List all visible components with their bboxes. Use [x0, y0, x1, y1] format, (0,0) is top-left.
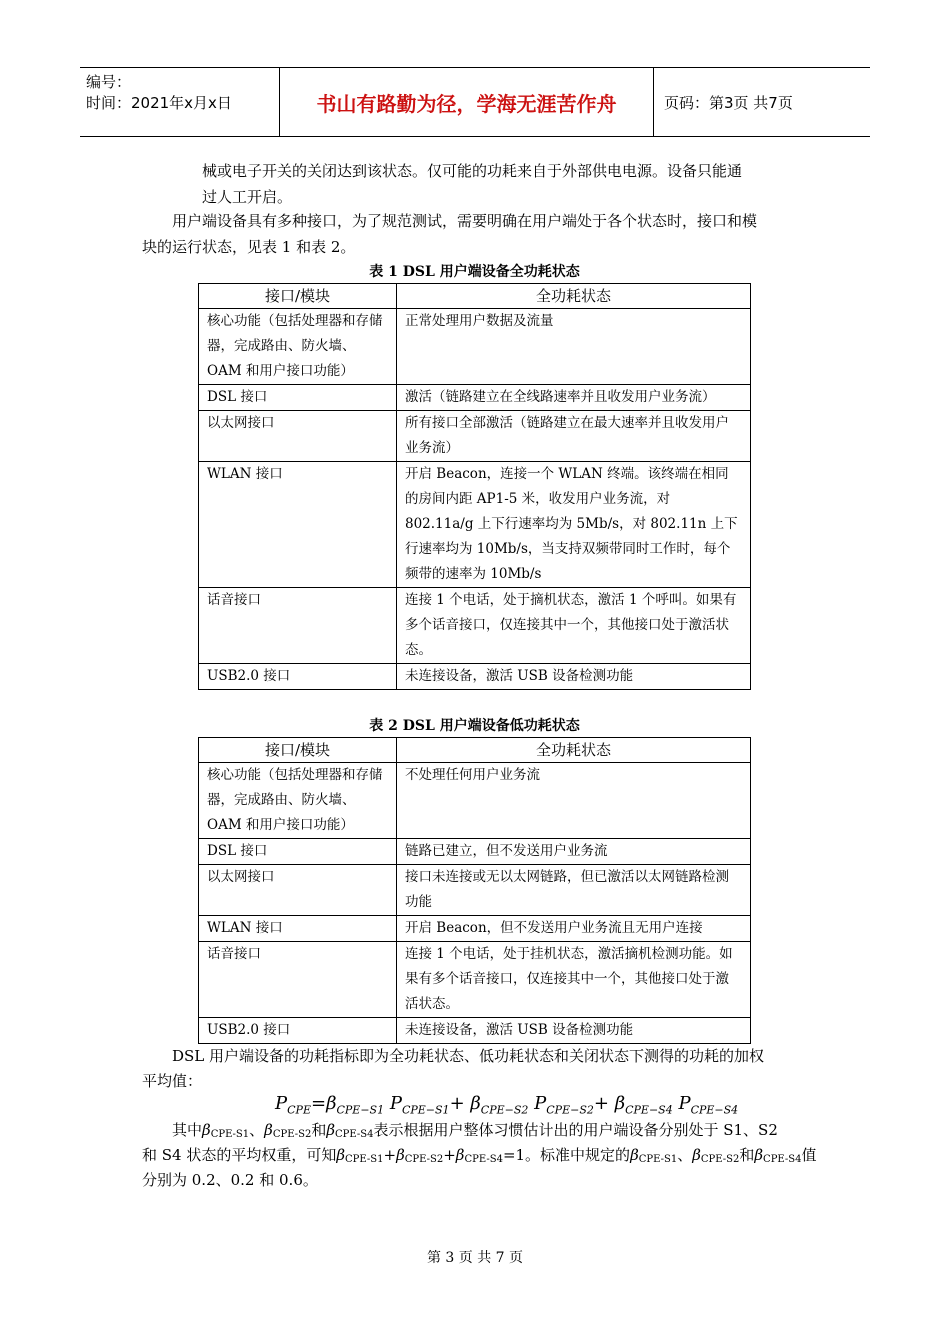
table-row: [199, 411, 751, 462]
formula-eq: =: [310, 1093, 327, 1114]
beta-sub-s4: CPE-S4: [464, 1154, 503, 1165]
header-page-info: 页码：第3页 共7页: [664, 93, 793, 112]
table2: [198, 737, 751, 1044]
beta-sub-s4: CPE-S4: [335, 1129, 374, 1140]
page-header: [80, 67, 870, 137]
beta-symbol: β: [264, 1121, 273, 1139]
para3-line1: DSL 用户端设备的功耗指标即为全功耗状态、低功耗状态和关闭状态下测得的功耗的加权: [172, 1047, 765, 1065]
beta-symbol: β: [692, 1146, 701, 1164]
formula-p-1: P: [389, 1093, 402, 1114]
table2-cell-state: 接口未连接或无以太网链路，但已激活以太网链路检测功能: [397, 865, 751, 916]
table-row: [199, 309, 751, 385]
table2-cell-interface: 话音接口: [199, 942, 397, 1018]
para4-line2-end: 值: [801, 1146, 817, 1164]
formula-sub-s4: CPE−S4: [625, 1103, 673, 1117]
table-row: [199, 462, 751, 588]
para1-line2: 过人工开启。: [202, 188, 293, 206]
table2-cell-interface: WLAN 接口: [199, 916, 397, 942]
para1-line1: 械或电子开关的关闭达到该状态。仅可能的功耗来自于外部供电电源。设备只能通: [202, 162, 743, 180]
and: 和: [739, 1146, 755, 1164]
table1-cell-interface: 核心功能（包括处理器和存储器，完成路由、防火墙、OAM 和用户接口功能）: [199, 309, 397, 385]
table1-cell-interface: USB2.0 接口: [199, 664, 397, 690]
formula-sub-s2: CPE−S2: [480, 1103, 529, 1117]
power-formula: [275, 1093, 738, 1117]
table-row: [199, 664, 751, 690]
formula-sub-s1: CPE−S1: [336, 1103, 385, 1117]
formula-sub-s4b: CPE−S4: [690, 1103, 739, 1117]
para4-line2-post: =1。标准中规定的: [502, 1146, 631, 1164]
table1-cell-state: 激活（链路建立在全线路速率并且收发用户业务流）: [397, 385, 751, 411]
beta-sub-s1: CPE-S1: [345, 1154, 384, 1165]
table1-cell-interface: DSL 接口: [199, 385, 397, 411]
table2-cell-interface: USB2.0 接口: [199, 1018, 397, 1044]
beta-sub-s2: CPE-S2: [272, 1129, 312, 1140]
beta-symbol: β: [455, 1146, 465, 1164]
formula-beta-4: β: [614, 1093, 626, 1114]
table2-header-state: 全功耗状态: [397, 738, 751, 763]
beta-symbol: β: [336, 1146, 346, 1164]
beta-sub-s2: CPE-S2: [700, 1154, 740, 1165]
table1: [198, 283, 751, 690]
table2-header-row: [199, 738, 751, 763]
formula-sub-cpe: CPE: [287, 1103, 311, 1117]
table1-cell-state: 开启 Beacon，连接一个 WLAN 终端。该终端在相同的房间内距 AP1-5 米，收发用户业务流，对 802.11a/g 上下行速率均为 5Mb/s，对 802.11n 上下行速率均为 10Mb/s，当支持双频带同时工作时，每个频带的速率为 10Mb/s: [397, 462, 751, 588]
table-row: [199, 385, 751, 411]
table2-cell-state: 不处理任何用户业务流: [397, 763, 751, 839]
table2-header-interface: 接口/模块: [199, 738, 397, 763]
beta-sub-s2: CPE-S2: [404, 1154, 444, 1165]
table-row: [199, 839, 751, 865]
para4-line3: 分别为 0.2、0.2 和 0.6。: [142, 1171, 318, 1189]
header-number-label: 编号：: [86, 73, 132, 91]
table2-caption: 表 2 DSL 用户端设备低功耗状态: [369, 718, 580, 734]
formula-plus-1: +: [449, 1093, 465, 1114]
formula-sub-s2b: CPE−S2: [546, 1103, 594, 1117]
plus: +: [383, 1146, 397, 1164]
para4-post: 表示根据用户整体习惯估计出的用户端设备分别处于 S1、S2: [373, 1121, 778, 1139]
and: 和: [311, 1121, 327, 1139]
table1-cell-state: 正常处理用户数据及流量: [397, 309, 751, 385]
beta-symbol: β: [754, 1146, 764, 1164]
beta-symbol: β: [326, 1121, 335, 1139]
table2-cell-state: 未连接设备，激活 USB 设备检测功能: [397, 1018, 751, 1044]
formula-p: P: [275, 1093, 288, 1114]
beta-sub-s1: CPE-S1: [210, 1129, 250, 1140]
table-row: [199, 1018, 751, 1044]
table1-header-interface: 接口/模块: [199, 284, 397, 309]
formula-plus-2: +: [593, 1093, 609, 1114]
para3-line2: 平均值：: [142, 1072, 203, 1090]
table1-cell-interface: 话音接口: [199, 588, 397, 664]
beta-symbol: β: [396, 1146, 405, 1164]
table1-caption: 表 1 DSL 用户端设备全功耗状态: [369, 264, 580, 280]
table-row: [199, 588, 751, 664]
table2-cell-interface: DSL 接口: [199, 839, 397, 865]
beta-symbol: β: [630, 1146, 639, 1164]
table1-cell-state: 未连接设备，激活 USB 设备检测功能: [397, 664, 751, 690]
table2-cell-state: 链路已建立，但不发送用户业务流: [397, 839, 751, 865]
table2-cell-state: 连接 1 个电话，处于挂机状态，激活摘机检测功能。如果有多个话音接口，仅连接其中一个，其他接口处于激活状态。: [397, 942, 751, 1018]
formula-p-4: P: [678, 1093, 691, 1114]
beta-symbol: β: [202, 1121, 211, 1139]
table-row: [199, 865, 751, 916]
formula-sub-s1b: CPE−S1: [401, 1103, 450, 1117]
sep: 、: [677, 1146, 693, 1164]
para4-pre: 其中: [172, 1121, 203, 1139]
table1-cell-interface: 以太网接口: [199, 411, 397, 462]
table1-cell-state: 连接 1 个电话，处于摘机状态，激活 1 个呼叫。如果有多个话音接口，仅连接其中一个，其他接口处于激活状态。: [397, 588, 751, 664]
table1-header-state: 全功耗状态: [397, 284, 751, 309]
formula-p-2: P: [534, 1093, 547, 1114]
table2-cell-interface: 以太网接口: [199, 865, 397, 916]
table1-cell-interface: WLAN 接口: [199, 462, 397, 588]
para2-line2: 块的运行状态，见表 1 和表 2。: [142, 238, 356, 256]
page-footer: 第 3 页 共 7 页: [426, 1250, 524, 1266]
table2-cell-interface: 核心功能（包括处理器和存储器，完成路由、防火墙、OAM 和用户接口功能）: [199, 763, 397, 839]
header-motto: 书山有路勤为径，学海无涯苦作舟: [280, 68, 654, 136]
header-meta: [80, 68, 280, 136]
formula-beta-1: β: [326, 1093, 337, 1114]
table2-cell-state: 开启 Beacon，但不发送用户业务流且无用户连接: [397, 916, 751, 942]
table1-header-row: [199, 284, 751, 309]
table1-cell-state: 所有接口全部激活（链路建立在最大速率并且收发用户业务流）: [397, 411, 751, 462]
table-row: [199, 916, 751, 942]
table-row: [199, 942, 751, 1018]
plus: +: [443, 1146, 456, 1164]
para2-line1: 用户端设备具有多种接口，为了规范测试，需要明确在用户端处于各个状态时，接口和模: [172, 212, 758, 230]
beta-sub-s4: CPE-S4: [763, 1154, 802, 1165]
table-row: [199, 763, 751, 839]
para4-line2-pre: 和 S4 状态的平均权重，可知: [142, 1146, 337, 1164]
sep: 、: [249, 1121, 265, 1139]
beta-sub-s1: CPE-S1: [638, 1154, 678, 1165]
formula-beta-2: β: [470, 1093, 481, 1114]
header-time-label: 时间：2021年x月x日: [86, 94, 232, 112]
